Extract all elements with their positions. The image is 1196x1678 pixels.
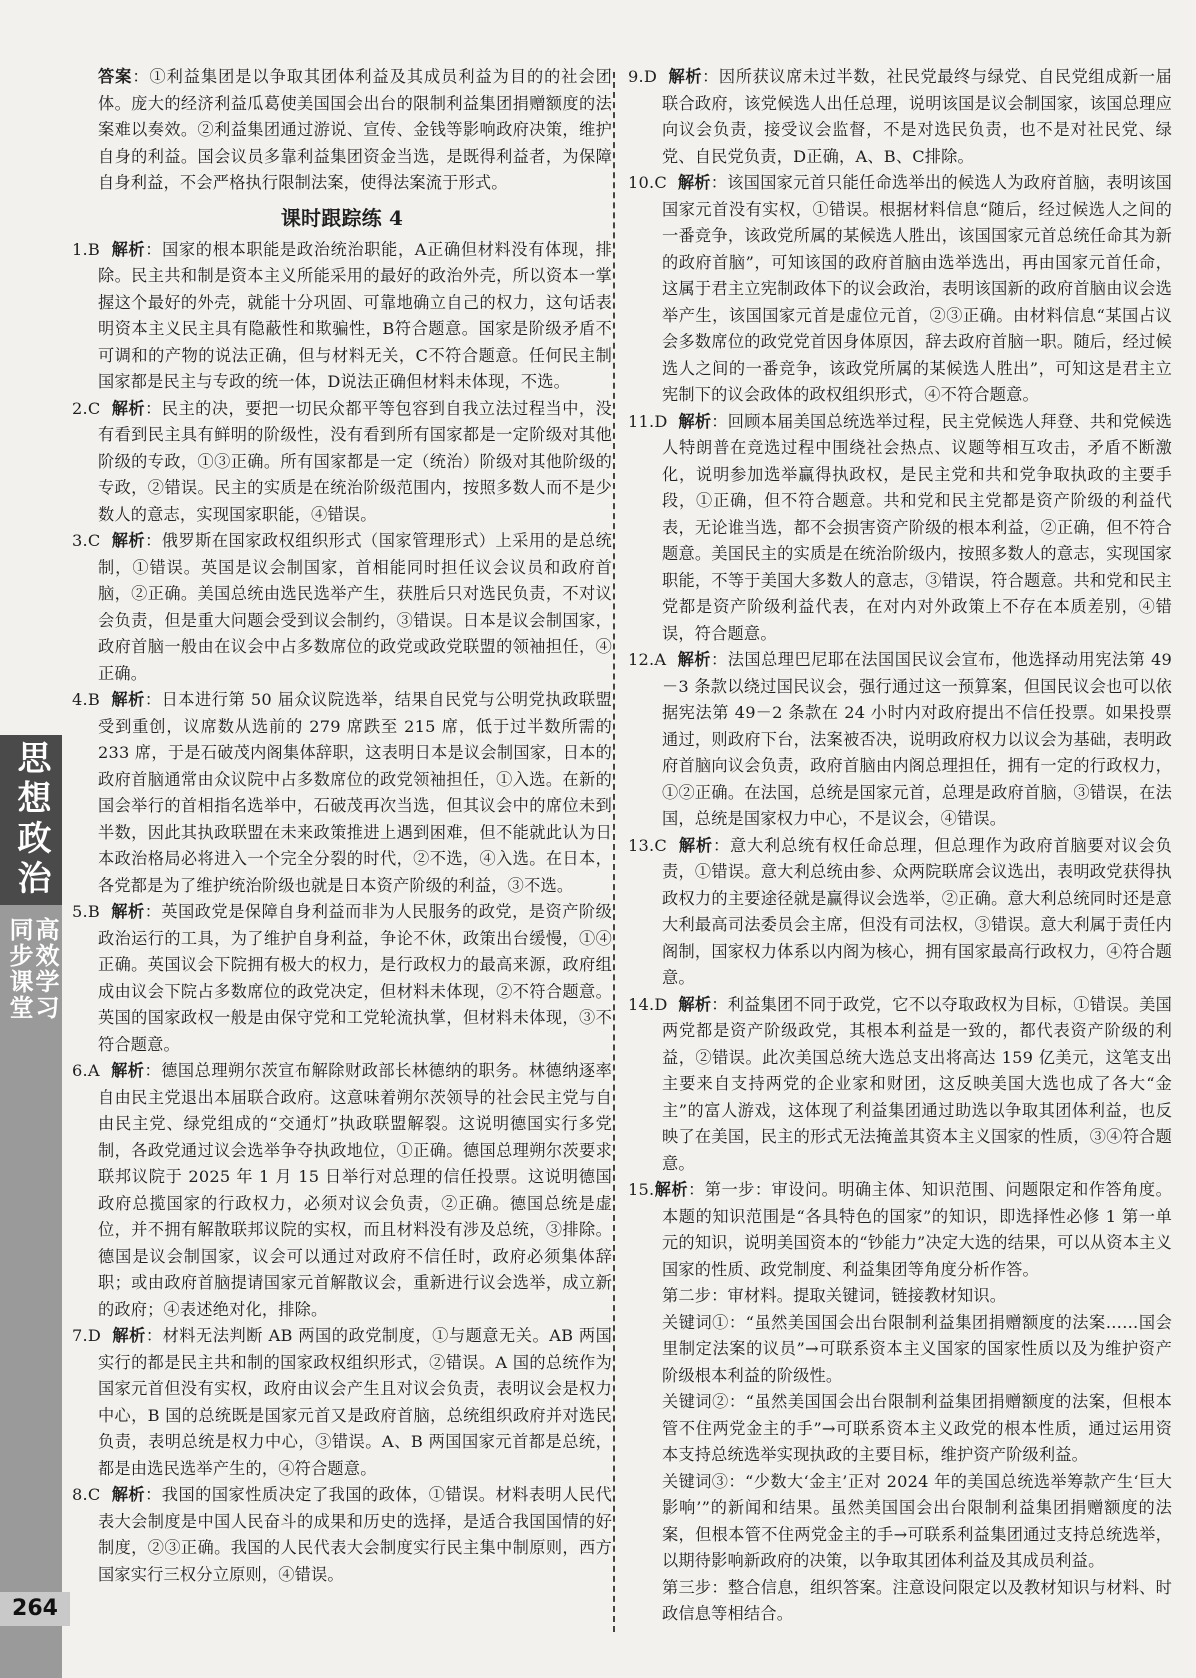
q15-step-2: 第二步：审材料。提取关键词，链接教材知识。 bbox=[662, 1286, 1007, 1305]
item-number: 10.C bbox=[628, 173, 667, 192]
left-item-1 bbox=[72, 237, 612, 396]
item-label: 解析 bbox=[668, 67, 703, 86]
right-item-11 bbox=[628, 409, 1172, 648]
item-number: 3.C bbox=[72, 531, 101, 550]
right-item-13 bbox=[628, 833, 1172, 992]
q15-keyword-2: 关键词②：“虽然美国国会出台限制利益集团捐赠额度的法案，但根本管不住两党金主的手”→可联系资本主义政党的根本性质，通过运用资本支持总统选举实现执政的主要目标，维护资产阶级利益。 bbox=[662, 1392, 1172, 1464]
item-text: ：该国国家元首只能任命选举出的候选人为政府首脑，表明该国国家元首没有实权，①错误。根据材料信息“随后，经过候选人之间的一番竞争，该政党所属的某候选人胜出，该国国家元首总统任命其为新的政府首脑”，可知该国的政府首脑由选举选出，再由国家元首任命，这属于君主立宪制政体下的议会政治，表明该国新的政府首脑由议会选举产生，该国国家元首是虚位元首，②③正确。由材料信息“某国占议会多数席位的政党党首因身体原因，辞去政府首脑一职。随后，经过候选人之间的一番竞争，该政党所属的某候选人胜出”，可知这是君主立宪制下的议会政体的政权组织形式，④不符合题意。 bbox=[662, 173, 1172, 404]
q15-keyword-3: 关键词③：“少数大‘金主’正对 2024 年的美国总统选举筹款产生‘巨大影响’”的新闻和结果。虽然美国国会出台限制利益集团捐赠额度的法案，但根本管不住两党金主的手→可联系利益集团通过支持总统选举，以期待影响新政府的决策，以争取其团体利益及其成员利益。 bbox=[662, 1471, 1172, 1570]
right-column bbox=[628, 64, 1172, 1628]
item-label: 解析 bbox=[112, 1326, 146, 1345]
item-number: 2.C bbox=[72, 398, 101, 418]
q15-keyword-1: 关键词①：“虽然美国国会出台限制利益集团捐赠额度的法案……国会里制定法案的议员”→可联系资本主义国家的国家性质以及为维护资产阶级根本利益的阶级性。 bbox=[662, 1312, 1172, 1385]
series-label-b: 高效学习 bbox=[31, 917, 59, 1021]
left-item-8 bbox=[72, 1482, 612, 1588]
left-item-5 bbox=[72, 899, 612, 1058]
right-item-9 bbox=[628, 64, 1172, 170]
item-text: ：意大利总统有权任命总理，但总理作为政府首脑要对议会负责，①错误。意大利总统由参、众两院联席会议选出，表明政党获得执政权力的主要途径就是赢得议会选举，②正确。意大利总统同时还是意大利最高司法委员会主席，但没有司法权，③错误。意大利属于责任内阁制，国家权力体系以内阁为核心，拥有国家最高行政权力，④符合题意。 bbox=[662, 835, 1172, 987]
series-label-a: 同步课堂 bbox=[5, 917, 33, 1021]
q15-step-3: 第三步：整合信息，组织答案。注意设问限定以及教材知识与材料、时政信息等相结合。 bbox=[662, 1577, 1172, 1623]
item-number: 14.D bbox=[628, 994, 668, 1014]
item-number: 4.B bbox=[72, 690, 100, 709]
item-text: ：利益集团不同于政党，它不以夺取政权为目标，①错误。美国两党都是资产阶级政党，其根本利益是一致的，都代表资产阶级的利益，②错误。此次美国总统大选总支出将高达 159 亿美元，这笔支出主要来自支持两党的企业家和财团，这反映美国大选也成了各大“金主”的富人游戏，这体现了利益集团通过助选以争取其团体利益，也反映了在美国，民主的形式无法掩盖其资本主义国家的性质，③④符合题意。 bbox=[662, 994, 1172, 1173]
right-item-10 bbox=[628, 170, 1172, 409]
section-title: 课时跟踪练 4 bbox=[280, 205, 404, 230]
answer-paragraph bbox=[72, 64, 612, 197]
item-label: 解析 bbox=[678, 994, 712, 1014]
item-number: 11.D bbox=[628, 411, 668, 431]
item-label: 解析 bbox=[111, 398, 146, 418]
left-column bbox=[72, 64, 612, 1588]
item-number: 8.C bbox=[72, 1485, 101, 1504]
item-number: 1.B bbox=[72, 239, 100, 259]
item-text: ：因所获议席未过半数，社民党最终与绿党、自民党组成新一届联合政府，该党候选人出任总理，说明该国是议会制国家，该国总理应向议会负责，接受议会监督，不是对选民负责，也不是对社民党、绿党、自民党负责，D正确，A、B、C排除。 bbox=[662, 67, 1172, 166]
item-number: 7.D bbox=[72, 1326, 102, 1345]
item-label: 解析 bbox=[677, 173, 711, 192]
left-item-4 bbox=[72, 687, 612, 899]
item-text: ：法国总理巴尼耶在法国国民议会宣布，他选择动用宪法第 49－3 条款以绕过国民议会，强行通过这一预算案，但国民议会也可以依据宪法第 49－2 条款在 24 小时内对政府提出不信任投票。如果投票通过，则政府下台，法案被否决，说明政府权力以议会为基础，表明政府首脑向议会负责，政府首脑由内阁总理担任，拥有一定的行政权力，①②正确。在法国，总统是国家元首，总理是政府首脑，③错误，在法国，总统是国家权力中心，不是议会，④错误。 bbox=[662, 650, 1172, 828]
item-text: ：英国政党是保障自身利益而非为人民服务的政党，是资产阶级政治运行的工具，为了维护自身利益，争论不休，政策出台缓慢，①④正确。英国议会下院拥有极大的权力，是行政权力的最高来源，政府组成由议会下院占多数席位的政党决定，但材料未体现，②不符合题意。英国的国家政权一般是由保守党和工党轮流执掌，但材料未体现，③不符合题意。 bbox=[98, 902, 612, 1054]
item-text: ：回顾本届美国总统选举过程，民主党候选人拜登、共和党候选人特朗普在竞选过程中围绕社会热点、议题等相互攻击，矛盾不断激化，说明参加选举赢得执政权，是民主党和共和党争取执政的主要手段，①正确，但不符合题意。共和党和民主党都是资产阶级的利益代表，无论谁当选，都不会损害资产阶级的根本利益，②正确，但不符合题意。美国民主的实质是在统治阶级内，按照多数人的意志，实现国家职能，不等于美国大多数人的意志，③错误，符合题意。共和党和民主党都是资产阶级利益代表，在对内对外政策上不存在本质差别，④错误，符合题意。 bbox=[662, 411, 1172, 643]
item-number: 13.C bbox=[628, 835, 667, 855]
series-tab bbox=[0, 907, 62, 1517]
answer-text: ：①利益集团是以争取其团体利益及其成员利益为目的的社会团体。庞大的经济利益瓜葛使美国国会出台的限制利益集团捐赠额度的法案难以奏效。②利益集团通过游说、宣传、金钱等影响政府决策，维护自身的利益。国会议员多靠利益集团资金当选，是既得利益者，为保障自身利益，不会严格执行限制法案，使得法案流于形式。 bbox=[98, 67, 612, 192]
item-number: 12.A bbox=[628, 650, 667, 669]
item-label: 解析 bbox=[111, 239, 146, 259]
left-item-2 bbox=[72, 396, 612, 529]
right-item-12 bbox=[628, 647, 1172, 833]
item-label: 解析 bbox=[111, 1485, 146, 1504]
item-number: 6.A bbox=[72, 1061, 100, 1080]
item-label: 解析 bbox=[678, 411, 712, 431]
item-text: ：材料无法判断 AB 两国的政党制度，①与题意无关。AB 两国实行的都是民主共和制的国家政权组织形式，②错误。A 国的总统作为国家元首但没有实权，政府由议会产生且对议会负责，表明议会是权力中心，B 国的总统既是国家元首又是政府首脑，总统组织政府并对选民负责，表明总统是权力中心，③错误。A、B 两国国家元首都是总统，都是由选民选举产生的，④符合题意。 bbox=[98, 1326, 612, 1478]
item-number: 9.D bbox=[628, 67, 658, 86]
item-label: 解析 bbox=[111, 690, 145, 709]
item-text: ：德国总理朔尔茨宣布解除财政部长林德纳的职务。林德纳逐率自由民主党退出本届联合政府。这意味着朔尔茨领导的社会民主党与自由民主党、绿党组成的“交通灯”执政联盟解裂。这说明德国实行多党制，各政党通过议会选举争夺执政地位，①正确。德国总理朔尔茨要求联邦议院于 2025 年 1 月 15 日举行对总理的信任投票。这说明德国政府总揽国家的行政权力，必须对议会负责，②正确。德国总统是虚位，并不拥有解散联邦议院的实权，而且材料没有涉及总统，③排除。德国是议会制国家，议会可以通过对政府不信任时，政府必须集体辞职；或由政府首脑提请国家元首解散议会，重新进行议会选举，成立新的政府；④表述绝对化，排除。 bbox=[98, 1061, 612, 1319]
left-item-7 bbox=[72, 1323, 612, 1482]
right-item-15 bbox=[628, 1177, 1172, 1283]
right-item-14 bbox=[628, 992, 1172, 1178]
item-label: 解析 bbox=[654, 1180, 689, 1199]
side-tab bbox=[0, 735, 62, 1678]
item-label: 解析 bbox=[678, 835, 713, 855]
column-divider bbox=[613, 72, 615, 1632]
item-text: ：国家的根本职能是政治统治职能，A正确但材料没有体现，排除。民主共和制是资本主义所能采用的最好的政治外壳，所以资本一掌握这个最好的外壳，就能十分巩固、可靠地确立自己的权力，这句话表明资本主义民主具有隐蔽性和欺骗性，B符合题意。国家是阶级矛盾不可调和的产物的说法正确，但与材料无关，C不符合题意。任何民主制国家都是民主与专政的统一体，D说法正确但材料未体现，不选。 bbox=[98, 239, 612, 391]
left-item-6 bbox=[72, 1058, 612, 1323]
page-number: 264 bbox=[0, 1592, 70, 1626]
item-label: 解析 bbox=[111, 531, 146, 550]
subject-tab: 思想政治 bbox=[0, 735, 62, 905]
item-text: ：我国的国家性质决定了我国的政体，①错误。材料表明人民代表大会制度是中国人民奋斗的成果和历史的选择，是适合我国国情的好制度，②③正确。我国的人民代表大会制度实行民主集中制原则，西方国家实行三权分立原则，④错误。 bbox=[98, 1485, 612, 1584]
item-text: ：日本进行第 50 届众议院选举，结果自民党与公明党执政联盟受到重创，议席数从选前的 279 席跌至 215 席，低于过半数所需的 233 席，于是石破茂内阁集体辞职，这表明日本是议会制国家，日本的政府首脑通常由众议院中占多数席位的政党领袖担任，①入选。在新的国会举行的首相指名选举中，石破茂再次当选，但其议会中的席位未到半数，因此其执政联盟在未来政策推进上遇到困难，但不能就此认为日本政治格局必将进入一个完全分裂的时代，②不选，④入选。在日本，各党都是为了维护统治阶级也就是日本资产阶级的利益，③不选。 bbox=[98, 690, 612, 895]
item-number: 5.B bbox=[72, 902, 100, 921]
answer-label: 答案 bbox=[98, 67, 133, 86]
item-text: ：第一步：审设问。明确主体、知识范围、问题限定和作答角度。本题的知识范围是“各具特色的国家”的知识，即选择性必修 1 第一单元的知识，说明美国资本的“钞能力”决定大选的结果，可以从资本主义国家的性质、政党制度、利益集团等角度分析作答。 bbox=[662, 1180, 1172, 1279]
item-number: 15. bbox=[628, 1180, 655, 1199]
item-text: ：民主的决，要把一切民众都平等包容到自我立法过程当中，没有看到民主具有鲜明的阶级性，没有看到所有国家都是一定阶级对其他阶级的专政，①③正确。所有国家都是一定（统治）阶级对其他阶级的专政，②错误。民主的实质是在统治阶级范围内，按照多数人而不是少数人的意志，实现国家职能，④错误。 bbox=[98, 398, 612, 524]
left-item-3 bbox=[72, 528, 612, 687]
item-text: ：俄罗斯在国家政权组织形式（国家管理形式）上采用的是总统制，①错误。英国是议会制国家，首相能同时担任议会议员和政府首脑，②正确。美国总统由选民选举产生，获胜后只对选民负责，不对议会负责，但是重大问题会受到议会制约，③错误。日本是议会制国家，政府首脑一般由在议会中占多数席位的政党或政党联盟的领袖担任，④正确。 bbox=[98, 531, 612, 683]
item-label: 解析 bbox=[111, 902, 145, 921]
item-label: 解析 bbox=[677, 650, 711, 669]
item-label: 解析 bbox=[111, 1061, 145, 1080]
